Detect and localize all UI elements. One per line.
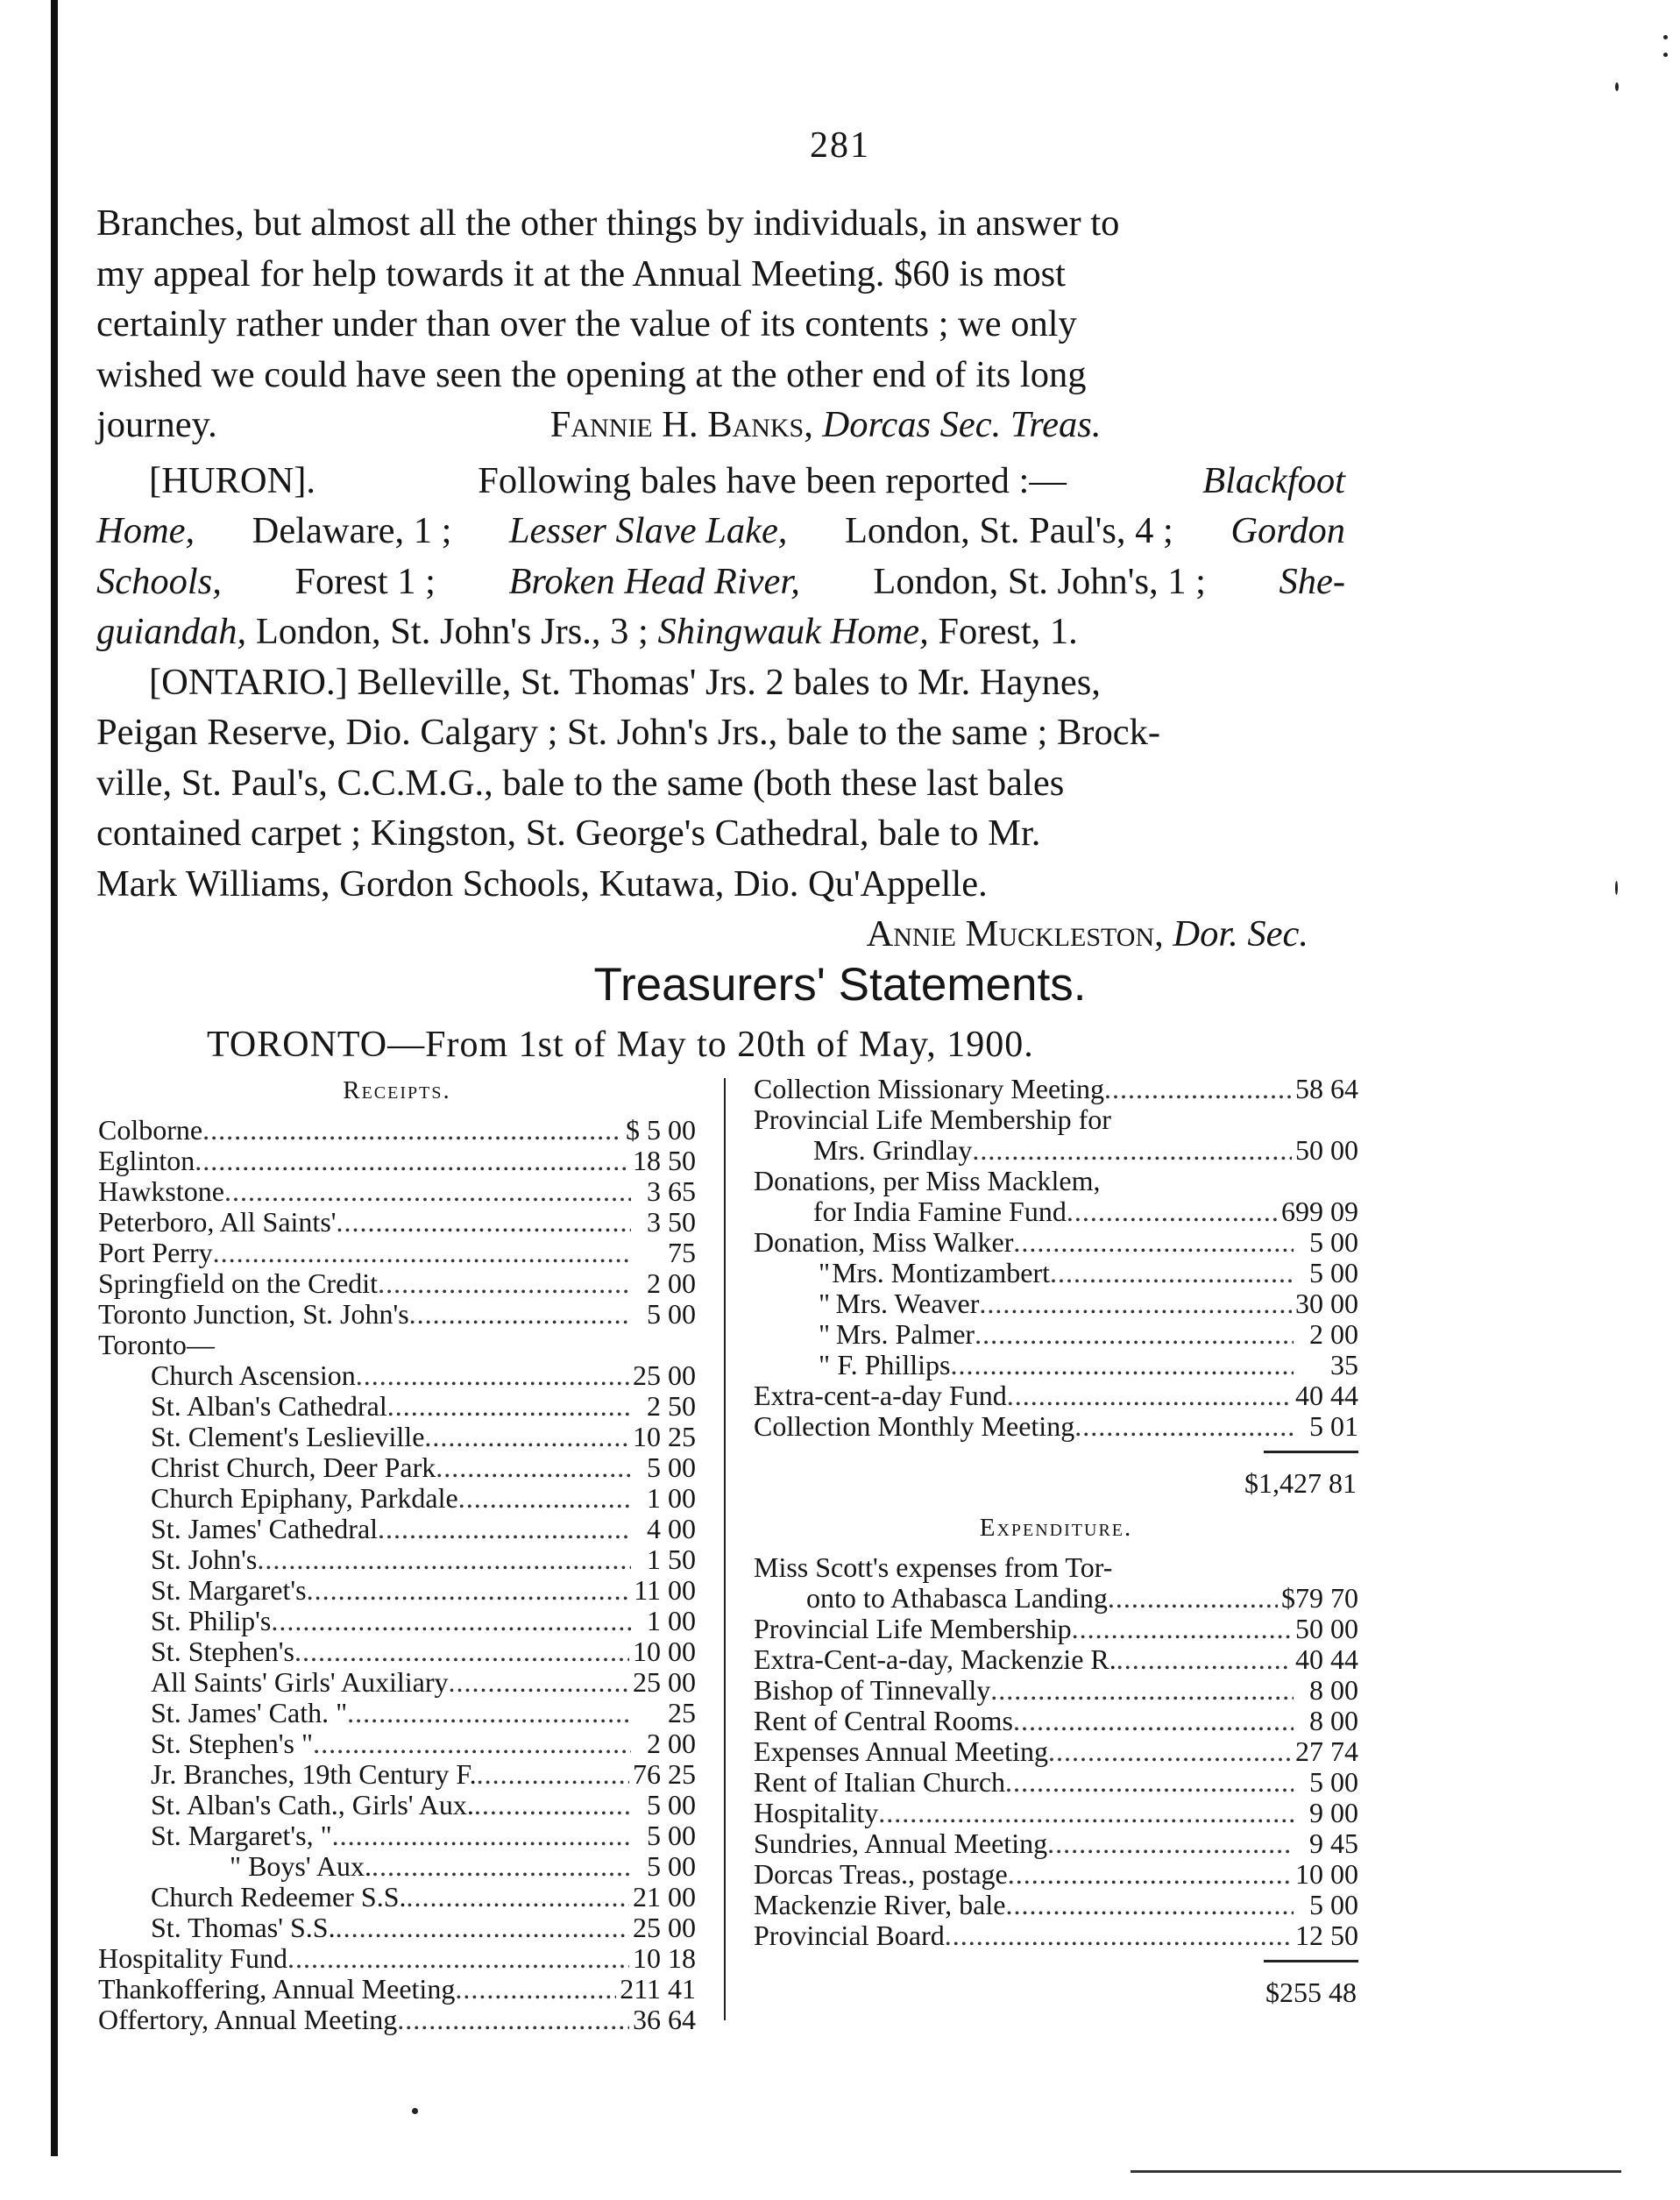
ledger-label: Rent of Central Rooms: [754, 1705, 1013, 1736]
ledger-amount: 12 50: [1295, 1920, 1358, 1951]
ledger-row: [754, 1135, 1358, 1166]
ledger-row: [98, 1360, 696, 1391]
ledger-row: [754, 1767, 1358, 1798]
ledger-amount: 27 74: [1295, 1735, 1358, 1767]
ledger-row: [98, 1974, 696, 2005]
ledger-amount: 3 50: [647, 1206, 696, 1238]
line-text: wished we could have seen the opening at the other end of its long: [96, 353, 1087, 395]
ledger-amount: 25 00: [633, 1912, 696, 1943]
ledger-row: [754, 1583, 1358, 1614]
ledger-row: [98, 1667, 696, 1698]
ledger-amount: 2 50: [647, 1390, 696, 1422]
ledger-label: Church Epiphany, Parkdale: [151, 1482, 458, 1514]
ledger-row: [754, 1675, 1358, 1706]
ledger-label: " Boys' Aux.: [230, 1850, 372, 1882]
ledger-amount: 5 00: [647, 1451, 696, 1483]
ledger-amount: 2 00: [1309, 1318, 1358, 1350]
body-text: [96, 198, 1345, 960]
huron-line: [96, 506, 1345, 557]
ledger-label: Miss Scott's expenses from Tor-: [754, 1551, 1113, 1583]
huron-line: [96, 607, 1345, 657]
ledger-row: [98, 2005, 696, 2035]
huron-text: London, St. John's, 1 ;: [873, 560, 1206, 602]
huron-text: London, St. John's Jrs., 3 ;: [255, 611, 649, 652]
ledger-amount: 1 00: [647, 1482, 696, 1514]
section-subheading: TORONTO—From 1st of May to 20th of May, 1900.: [207, 1025, 1034, 1065]
ledger-row: [98, 1728, 696, 1759]
ledger-amount: 5 00: [1309, 1257, 1358, 1288]
huron-line: [96, 557, 1345, 607]
huron-place: Blackfoot: [1202, 459, 1345, 501]
ledger-amount: 5 00: [647, 1820, 696, 1851]
ledger-amount: 10 25: [633, 1421, 696, 1452]
ledger-row: [754, 1890, 1358, 1920]
ledger-row: [98, 1176, 696, 1207]
ledger-amount: 10 00: [633, 1636, 696, 1667]
ledger-row: [98, 1820, 696, 1851]
ledger-label: Mrs. Grindlay: [813, 1134, 973, 1166]
ledger-amount: 1 00: [647, 1605, 696, 1636]
ledger-label: St. Alban's Cath., Girls' Aux.: [151, 1789, 474, 1820]
ledger-row: [98, 1698, 696, 1728]
ledger-row: [98, 1299, 696, 1330]
ledger-label: Toronto Junction, St. John's: [98, 1298, 409, 1330]
ledger-row: [98, 1452, 696, 1483]
ledger-label: Collection Missionary Meeting: [754, 1073, 1104, 1104]
expenditure-total: $255 48: [1265, 1976, 1357, 2008]
scan-speck: [1663, 53, 1668, 57]
ledger-label: Church Redeemer S.S.: [151, 1881, 407, 1913]
ledger-amount: 25 00: [633, 1666, 696, 1698]
ledger-amount: 50 00: [1295, 1134, 1358, 1166]
ledger-label: Provincial Board: [754, 1920, 945, 1951]
ledger-label: Hawkstone: [98, 1175, 224, 1207]
ledger-label: All Saints' Girls' Auxiliary: [151, 1666, 449, 1698]
ledger-amount: 36 64: [633, 2004, 696, 2035]
ledger-row: [98, 1790, 696, 1820]
ledger-row: [754, 1411, 1358, 1442]
huron-place: Broken Head River,: [508, 560, 800, 602]
ledger-amount: 8 00: [1309, 1705, 1358, 1736]
ledger-label: St. James' Cath. ": [151, 1697, 348, 1728]
ledger-amount: 5 00: [1309, 1766, 1358, 1798]
ledger-row: [754, 1380, 1358, 1411]
page-number: 281: [810, 125, 870, 166]
ledger-label: Mrs. Weaver: [835, 1288, 980, 1319]
total-rule: [754, 1442, 1358, 1461]
scan-speck: [1615, 881, 1618, 895]
ledger-label: Peterboro, All Saints': [98, 1206, 337, 1238]
ledger-row: [754, 1552, 1358, 1583]
ledger-label: Mackenzie River, bale: [754, 1889, 1006, 1920]
ledger-label: Mrs. Montizambert: [832, 1257, 1051, 1288]
huron-place: Schools,: [96, 560, 222, 602]
ledger-label: Port Perry: [98, 1237, 213, 1268]
ledger-row: [754, 1920, 1358, 1951]
ontario-text: Peigan Reserve, Dio. Calgary ; St. John's Jrs., bale to the same ; Brock-: [96, 712, 1160, 753]
ledger-row: [754, 1104, 1358, 1135]
ontario-line: [96, 657, 1345, 708]
ledger-row: [754, 1736, 1358, 1767]
ledger-amount: 10 00: [1295, 1858, 1358, 1890]
ledger-label: Mrs. Palmer: [835, 1318, 975, 1350]
signature-line: [96, 909, 1345, 960]
ledger-row: [98, 1268, 696, 1299]
huron-text: Forest 1 ;: [294, 560, 436, 602]
ledger-label: St. John's: [151, 1544, 258, 1575]
huron-text: Forest, 1.: [938, 611, 1078, 652]
ledger-amount: 3 65: [647, 1175, 696, 1207]
ledger-row: [98, 1636, 696, 1667]
ledger-label: Hospitality Fund: [98, 1942, 288, 1974]
ledger-label: St. Stephen's: [151, 1636, 294, 1667]
ledger-amount: 40 44: [1295, 1380, 1358, 1411]
ledger-row: [98, 1146, 696, 1176]
ledger-row: [754, 1196, 1358, 1227]
ledger-label: Church Ascension: [151, 1359, 356, 1391]
ledger-amount: 25 00: [633, 1359, 696, 1391]
ledger-label: Eglinton: [98, 1145, 195, 1176]
ledger-amount: 9 45: [1309, 1827, 1358, 1859]
ledger-label: Jr. Branches, 19th Century F.: [151, 1758, 477, 1790]
ledger-label: St. Alban's Cathedral: [151, 1390, 387, 1422]
ledger-row: [754, 1258, 1358, 1288]
ledger-amount: 18 50: [633, 1145, 696, 1176]
ledger-label: Sundries, Annual Meeting: [754, 1827, 1048, 1859]
ledger-label: St. Margaret's: [151, 1574, 307, 1606]
ledger-amount: 699 09: [1281, 1196, 1358, 1227]
ledger-label: Collection Monthly Meeting: [754, 1410, 1075, 1442]
ledger-amount: 2 00: [647, 1267, 696, 1299]
ditto-mark: ": [819, 1257, 831, 1288]
huron-place: Shingwauk Home,: [657, 611, 929, 652]
ledger-row: [98, 1330, 696, 1360]
ledger-amount: 4 00: [647, 1513, 696, 1544]
ledger-label: St. James' Cathedral: [151, 1513, 379, 1544]
huron-text: Following bales have been reported :—: [478, 459, 1067, 501]
ledger-amount: 5 01: [1309, 1410, 1358, 1442]
scan-speck: [1663, 35, 1668, 39]
ledger-label: St. Stephen's ": [151, 1728, 314, 1759]
line-text: journey.: [96, 404, 217, 445]
huron-label: [HURON].: [149, 459, 316, 501]
ledger-row: [98, 1606, 696, 1636]
ledger-row: [754, 1319, 1358, 1350]
ledger-row: [98, 1207, 696, 1238]
ledger-amount: 11 00: [634, 1574, 696, 1606]
ledger-label: Provincial Life Membership: [754, 1613, 1072, 1644]
ontario-line: [96, 707, 1345, 758]
ledger-row: [754, 1644, 1358, 1675]
ledger-row: [98, 1759, 696, 1790]
ledger-label: Bishop of Tinnevally: [754, 1674, 991, 1706]
signature-title: Dor. Sec.: [1173, 913, 1308, 955]
page-edge-bar: [51, 0, 58, 2156]
text-line: [96, 350, 1345, 401]
signature-name: Fannie H. Banks,: [549, 404, 813, 445]
ledger-row: [754, 1166, 1358, 1196]
huron-text: Delaware, 1 ;: [252, 510, 452, 551]
ledger-row: [754, 1706, 1358, 1736]
line-text: Branches, but almost all the other things by individuals, in answer to: [96, 202, 1120, 244]
ledger-row: [98, 1943, 696, 1974]
ledger-label: Offertory, Annual Meeting: [98, 2004, 398, 2035]
ledger-label: Donations, per Miss Macklem,: [754, 1165, 1101, 1196]
ditto-mark: ": [819, 1318, 831, 1350]
ledger-row: [754, 1828, 1358, 1859]
ledger-amount: 30 00: [1295, 1288, 1358, 1319]
ontario-text: Mark Williams, Gordon Schools, Kutawa, Dio. Qu'Appelle.: [96, 862, 988, 905]
huron-line: [96, 456, 1345, 507]
signature-name: Annie Muckleston,: [866, 913, 1164, 955]
ontario-line: [96, 859, 1345, 910]
receipts-title: Receipts.: [343, 1076, 451, 1104]
column-divider: [724, 1078, 726, 2020]
ledger-amount: 76 25: [633, 1758, 696, 1790]
scan-speck: [412, 2108, 418, 2114]
ledger-amount: 58 64: [1295, 1073, 1358, 1104]
ditto-mark: ": [819, 1288, 831, 1319]
receipts-column: [98, 1075, 696, 2035]
bottom-rule: [1131, 2170, 1621, 2173]
ledger-row: [98, 1391, 696, 1422]
ditto-mark: ": [819, 1349, 831, 1380]
huron-place: guiandah,: [96, 611, 247, 652]
line-text: my appeal for help towards it at the Annual Meeting. $60 is most: [96, 252, 1066, 295]
ledger-row: [98, 1575, 696, 1606]
ledger-amount: $ 5 00: [626, 1114, 696, 1146]
scan-speck: [1615, 82, 1619, 91]
ledger-row: [754, 1798, 1358, 1828]
ledger-row: [754, 1859, 1358, 1890]
huron-place: She-: [1279, 560, 1345, 602]
ledger-label: Christ Church, Deer Park: [151, 1451, 436, 1483]
ontario-line: [96, 758, 1345, 809]
ledger-amount: 5 00: [1309, 1226, 1358, 1258]
ledger-row: [98, 1913, 696, 1943]
expenditure-title: Expenditure.: [979, 1514, 1133, 1542]
ledger-amount: 5 00: [647, 1850, 696, 1882]
ledger-amount: 211 41: [620, 1973, 696, 2005]
ontario-line: [96, 808, 1345, 859]
ledger-row: [98, 1238, 696, 1268]
ledger-amount: 75: [668, 1237, 696, 1268]
ledger-label: Springfield on the Credit: [98, 1267, 379, 1299]
right-column: [754, 1074, 1358, 2014]
ledger-row: [98, 1882, 696, 1913]
section-heading: Treasurers' Statements.: [593, 959, 1087, 1011]
line-text: certainly rather under than over the value of its contents ; we only: [96, 303, 1077, 344]
ledger-amount: 5 00: [647, 1789, 696, 1820]
ledger-label: St. Clement's Leslieville: [151, 1421, 425, 1452]
text-line: [96, 400, 1345, 451]
ledger-label: Extra-Cent-a-day, Mackenzie R.: [754, 1643, 1116, 1675]
ledger-row: [98, 1544, 696, 1575]
ledger-amount: 9 00: [1309, 1797, 1358, 1828]
ontario-text: ville, St. Paul's, C.C.M.G., bale to the same (both these last bales: [96, 762, 1065, 804]
ledger-amount: $79 70: [1281, 1582, 1358, 1614]
ledger-row: [98, 1483, 696, 1514]
huron-place: Lesser Slave Lake,: [508, 510, 788, 551]
ledger-row: [98, 1514, 696, 1544]
ledger-row: [754, 1614, 1358, 1644]
huron-place: Gordon: [1230, 510, 1345, 551]
ledger-row: [754, 1227, 1358, 1258]
text-line: [96, 198, 1345, 249]
ledger-row: [754, 1350, 1358, 1380]
ledger-label: Rent of Italian Church: [754, 1766, 1006, 1798]
ledger-amount: 21 00: [633, 1881, 696, 1913]
ledger-label: F. Phillips: [837, 1349, 951, 1380]
ledger-label: for India Famine Fund: [813, 1196, 1067, 1227]
ledger-amount: 35: [1330, 1349, 1358, 1380]
ledger-amount: 5 00: [647, 1298, 696, 1330]
ledger-label: Donation, Miss Walker: [754, 1226, 1014, 1258]
ledger-row: [754, 1074, 1358, 1104]
ontario-text: contained carpet ; Kingston, St. George's Cathedral, bale to Mr.: [96, 813, 1041, 854]
ledger-row: [98, 1115, 696, 1146]
huron-text: London, St. Paul's, 4 ;: [844, 510, 1173, 551]
ledger-amount: 2 00: [647, 1728, 696, 1759]
ledger-amount: 40 44: [1295, 1643, 1358, 1675]
ledger-label: Provincial Life Membership for: [754, 1104, 1111, 1135]
text-line: [96, 299, 1345, 350]
ledger-label: St. Margaret's, ": [151, 1820, 332, 1851]
ledger-amount: 25: [668, 1697, 696, 1728]
ledger-amount: 50 00: [1295, 1613, 1358, 1644]
ledger-label: St. Thomas' S.S.: [151, 1912, 336, 1943]
ledger-label: Toronto—: [98, 1329, 215, 1360]
ledger-label: Extra-cent-a-day Fund: [754, 1380, 1007, 1411]
ledger-row: [754, 1288, 1358, 1319]
ledger-amount: 8 00: [1309, 1674, 1358, 1706]
ledger-row: [98, 1851, 696, 1882]
ledger-label: Thankoffering, Annual Meeting: [98, 1973, 456, 2005]
ledger-amount: 10 18: [633, 1942, 696, 1974]
ontario-text: [ONTARIO.] Belleville, St. Thomas' Jrs. 2 bales to Mr. Haynes,: [149, 661, 1101, 703]
ledger-label: Expenses Annual Meeting: [754, 1735, 1048, 1767]
ledger-label: Hospitality: [754, 1797, 879, 1828]
ledger-amount: 5 00: [1309, 1889, 1358, 1920]
receipts-total: $1,427 81: [1244, 1467, 1357, 1499]
signature-title: Dorcas Sec. Treas.: [822, 404, 1102, 445]
ledger-label: St. Philip's: [151, 1605, 272, 1636]
huron-place: Home,: [96, 510, 195, 551]
text-line: [96, 249, 1345, 300]
ledger-label: Dorcas Treas., postage: [754, 1858, 1008, 1890]
ledger-amount: 1 50: [647, 1544, 696, 1575]
total-rule: [754, 1951, 1358, 1970]
ledger-row: [98, 1422, 696, 1452]
ledger-label: onto to Athabasca Landing: [806, 1582, 1108, 1614]
ledger-label: Colborne: [98, 1114, 203, 1146]
